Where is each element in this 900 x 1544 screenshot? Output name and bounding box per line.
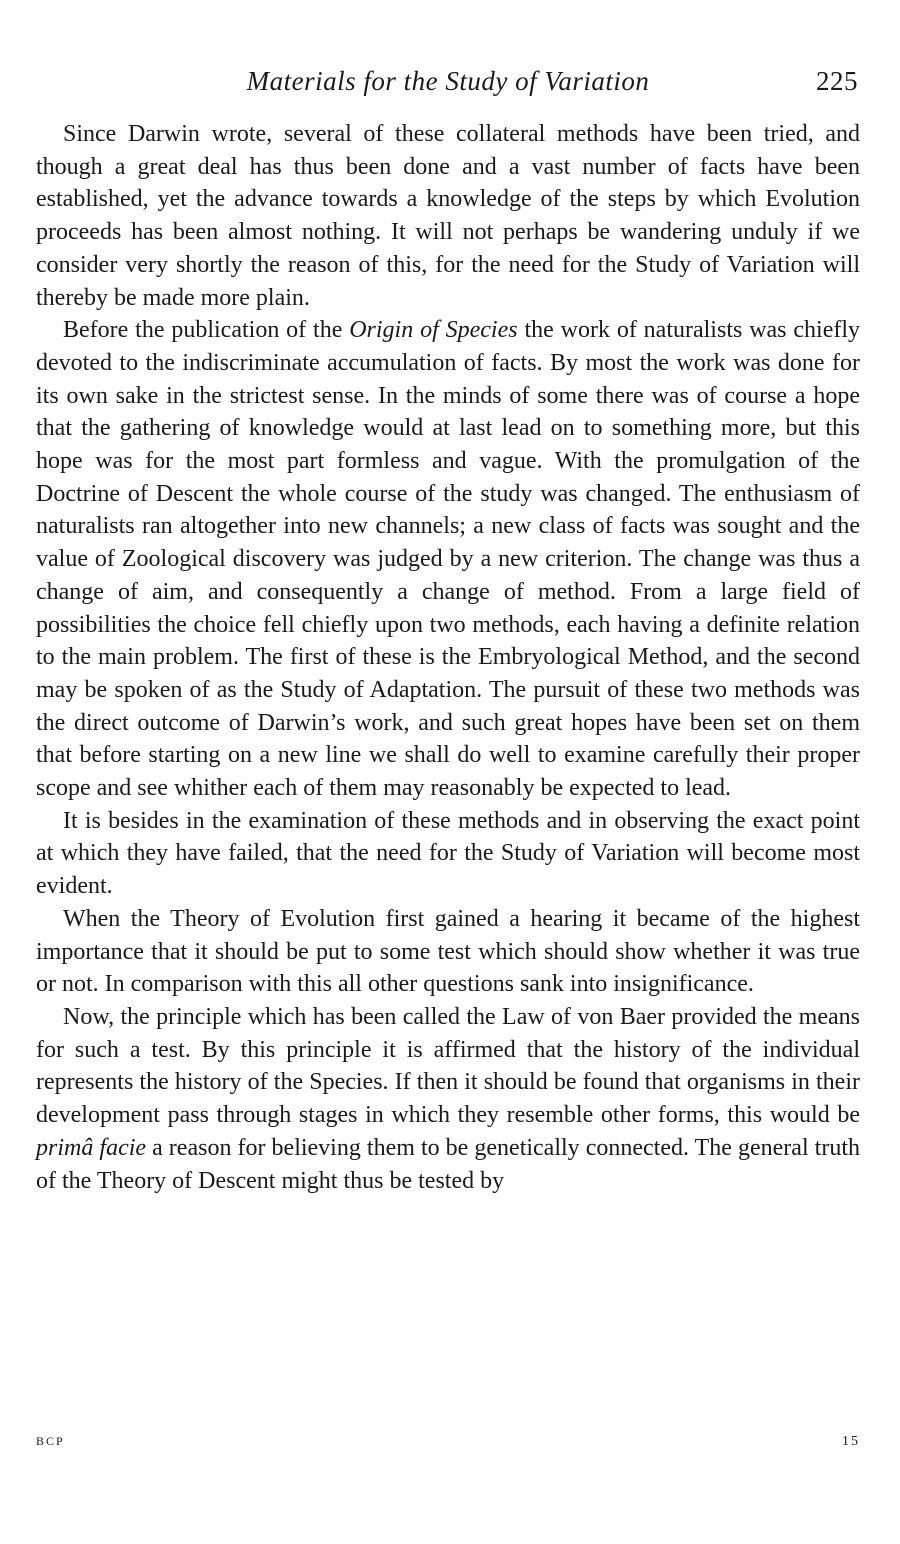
book-page bbox=[36, 0, 860, 1544]
printer-signature-mark: BCP bbox=[36, 1434, 65, 1448]
paragraph bbox=[36, 805, 860, 903]
paragraph bbox=[36, 118, 860, 314]
sheet-number: 15 bbox=[842, 1434, 860, 1449]
italic-phrase: Origin of Species bbox=[349, 317, 518, 344]
text-run: Before the publication of the bbox=[63, 317, 350, 344]
paragraph bbox=[36, 314, 860, 805]
text-run: Since Darwin wrote, several of these collateral methods have been tried, and though a great deal has thus been done and a vast number of facts have been established, yet the advance towards a knowledge of the steps by which Evolution proceeds has been almost nothing. It will not perhaps be wandering unduly if we consider very shortly the reason of this, for the need for the Study of Variation will thereby be made more plain. bbox=[36, 121, 860, 311]
text-run: It is besides in the examination of these methods and in observing the exact point at which they have failed, that the need for the Study of Variation will become most evident. bbox=[36, 807, 860, 900]
text-run: the work of naturalists was chiefly devoted to the indiscriminate accumulation of facts. By most the work was done for its own sake in the strictest sense. In the minds of some there was of course a hope that the gathering of knowledge would at last lead on to something more, but this hope was for the most part formless and vague. With the promulgation of the Doctrine of Descent the whole course of the study was changed. The enthusiasm of naturalists ran altogether into new channels; a new class of facts was sought and the value of Zoological discovery was judged by a new criterion. The change was thus a change of aim, and consequently a change of method. From a large field of possibilities the choice fell chiefly upon two methods, each having a definite relation to the main problem. The first of these is the Embryological Method, and the second may be spoken of as the Study of Adaptation. The pursuit of these two methods was the direct outcome of Darwin’s work, and such great hopes have been set on them that before starting on a new line we shall do well to examine carefully their proper scope and see whither each of them may reasonably be expected to lead. bbox=[36, 317, 861, 802]
paragraph bbox=[36, 1001, 860, 1197]
page-number: 225 bbox=[816, 66, 858, 96]
italic-phrase: primâ facie bbox=[36, 1134, 147, 1161]
paragraph bbox=[36, 903, 860, 1001]
running-head bbox=[36, 66, 860, 106]
text-run: When the Theory of Evolution first gained a hearing it became of the highest importance that it should be put to some test which should show whether it was true or not. In comparison with this all other questions sank into insignificance. bbox=[36, 905, 860, 998]
running-title: Materials for the Study of Variation bbox=[246, 66, 650, 96]
text-run: Now, the principle which has been called the Law of von Baer provided the means for such a test. By this principle it is affirmed that the history of the individual represents the history of the Species. If then it should be found that organisms in their development pass through stages in which they resemble other forms, this would be bbox=[36, 1003, 860, 1129]
body-text bbox=[36, 118, 860, 1197]
text-run: a reason for believing them to be genetically connected. The general truth of the Theory of Descent might thus be tested by bbox=[36, 1134, 860, 1194]
